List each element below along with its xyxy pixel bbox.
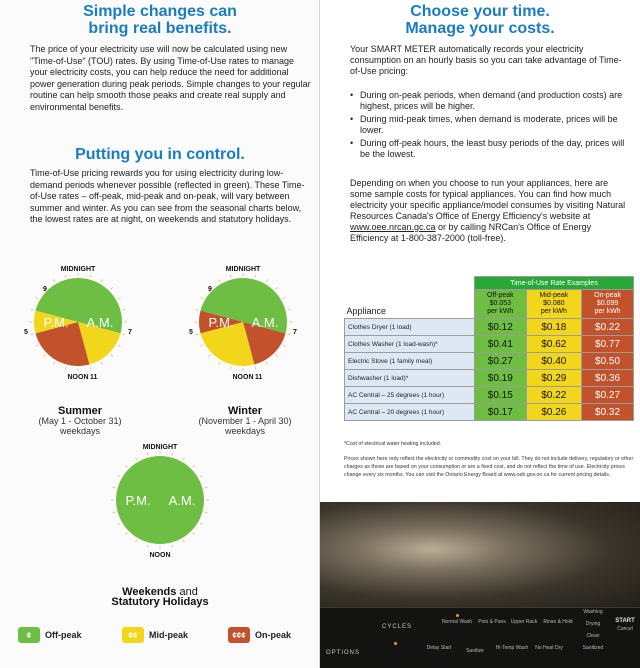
clock-tick	[147, 544, 148, 547]
clock-tick	[200, 523, 203, 525]
clock-tick	[111, 355, 113, 357]
clock-tick	[208, 355, 210, 357]
clock-tick	[125, 533, 127, 535]
summer-clock	[14, 262, 142, 381]
washing-status: Washing	[583, 609, 603, 615]
off-peak-cell: $0.17	[475, 404, 527, 421]
hour-11-label: 11	[90, 374, 98, 381]
mid-peak-header	[526, 290, 581, 319]
choose-your-time-heading	[320, 4, 640, 38]
clock-tick	[101, 362, 103, 365]
clock-tick	[125, 465, 127, 467]
winter-clock	[179, 262, 307, 381]
clock-tick	[204, 512, 207, 513]
weekend-title-and: and	[179, 586, 198, 598]
appliance-header: Appliance	[345, 290, 475, 319]
clock-tick	[193, 465, 195, 467]
winter-title: Winter	[227, 405, 263, 417]
clock-tick	[283, 345, 286, 347]
normal-wash-indicator	[456, 614, 459, 617]
mid-peak-header-unit: per kWh	[540, 308, 567, 315]
delay-start-button[interactable]: Delay Start	[426, 645, 452, 651]
clock-tick	[43, 355, 45, 357]
mid-peak-cell: $0.29	[526, 370, 581, 387]
choose-heading-line-2: Manage your costs.	[405, 19, 555, 37]
off-peak-header	[475, 290, 527, 319]
panel-options-label: OPTIONS	[326, 650, 361, 656]
rate-legend	[18, 627, 318, 647]
putting-in-control-heading: Putting you in control.	[75, 146, 245, 163]
table-row	[345, 336, 634, 353]
on-peak-header-unit: per kWh	[594, 308, 621, 315]
appliance-cell: Electric Stove (1 family meal)	[345, 353, 475, 370]
mid-peak-cell: $0.26	[526, 404, 581, 421]
panel-cycles-label: CYCLES	[382, 624, 413, 630]
oee-link[interactable]: www.oee.nrcan.gc.ca	[350, 222, 436, 232]
clock-tick	[111, 287, 113, 289]
mid-peak-header-price: $0.080	[543, 300, 565, 307]
on-peak-cell: $0.27	[582, 387, 634, 404]
clock-tick	[266, 362, 268, 365]
simple-heading-line-2: bring real benefits.	[88, 19, 232, 37]
table-row	[345, 319, 634, 336]
off-peak-header-unit: per kWh	[487, 308, 514, 315]
off-peak-header-price: $0.053	[489, 300, 512, 307]
clock-tick	[230, 275, 231, 278]
pm-label: P.M.	[208, 315, 234, 330]
bullet-mid-peak: • During mid-peak times, when demand is moderate, prices will be lower.	[350, 114, 632, 136]
clock-tick	[219, 362, 221, 365]
bullet-off-peak: • During off-peak hours, the least busy periods of the day, prices will be the lowest.	[350, 138, 632, 160]
simple-changes-heading	[0, 4, 320, 38]
legend-off-peak	[18, 627, 82, 643]
mid-peak-label: Mid-peak	[149, 630, 189, 640]
clock-tick	[113, 487, 116, 488]
on-peak-header	[582, 290, 634, 319]
winter-weekdays: weekdays	[224, 426, 266, 436]
pm-label: P.M.	[125, 493, 151, 508]
summer-caption	[20, 406, 140, 436]
clock-tick	[36, 345, 39, 347]
noon-label: NOON	[149, 552, 171, 559]
clock-tick	[118, 298, 121, 300]
depending-paragraph	[350, 178, 630, 244]
clock-tick	[183, 540, 185, 543]
clock-tick	[193, 533, 195, 535]
off-peak-cell: $0.27	[475, 353, 527, 370]
putting-in-control-paragraph: Time-of-Use pricing rewards you for using electricity during low-demand periods whenever possible (reflected in green). These Time-of-Use rates – off-peak, mid-peak and on-peak, will vary between summer and winter. As you can see from the seasonal charts below, the lowest rates are at night, on weekends and statutory holidays.	[30, 168, 305, 224]
clock-tick	[172, 544, 173, 547]
table-row	[345, 353, 634, 370]
rate-examples-header: Time-of-Use Rate Examples	[475, 277, 634, 290]
hour-11-label: 11	[255, 374, 263, 381]
mid-peak-swatch: ¢¢	[122, 627, 144, 643]
hour-9-label: 9	[43, 286, 47, 293]
mid-peak-cell: $0.40	[526, 353, 581, 370]
clock-tick	[122, 309, 125, 310]
on-peak-header-price: $0.099	[596, 300, 619, 307]
clock-tick	[196, 334, 199, 335]
simple-changes-paragraph: The price of your electricity use will now be calculated using new "Time-of-Use" (TOU) rates. By using Time-of-Use rates to manage your electricity costs, you can help reduce the need for additional power generation during peak periods. Simple changes to your regular routine can help smooth those peaks and create real supply and environmental benefits.	[30, 44, 311, 112]
off-peak-cell: $0.12	[475, 319, 527, 336]
drying-status: Drying	[585, 621, 601, 627]
depending-text: Depending on when you choose to run your appliances, here are some sample costs for typical appliances. You can find how much electricity your specific appliance/model consumes by visiting Natural Resources Canada's Office of Energy Efficiency's website at	[350, 178, 626, 221]
off-peak-header-name: Off-peak	[486, 292, 514, 299]
smart-meter-intro: Your SMART METER automatically records your electricity consumption on an hourly basis so you can take advantage of Time-of-Use pricing:	[350, 44, 622, 76]
hour-5-label: 5	[189, 329, 193, 336]
dishwasher-control-panel	[320, 607, 640, 668]
rate-examples-table	[344, 276, 634, 421]
winter-dates: (November 1 - April 30)	[198, 416, 292, 426]
clock-tick	[136, 540, 138, 543]
on-peak-cell: $0.77	[582, 336, 634, 353]
simple-heading-line-1: Simple changes can	[83, 3, 237, 20]
dishwasher-rack-image	[320, 502, 640, 607]
appliance-cell: AC Central – 25 degrees (1 hour)	[345, 387, 475, 404]
midnight-label: MIDNIGHT	[60, 266, 96, 273]
pots-pans-button[interactable]: Pots & Pans	[478, 619, 506, 625]
cancel-button[interactable]: Cancel	[617, 626, 633, 632]
water-heating-note: *Cost of electrical water heating included.	[344, 441, 442, 447]
mid-peak-cell: $0.22	[526, 387, 581, 404]
clock-tick	[147, 453, 148, 456]
clock-tick	[196, 309, 199, 310]
summer-dates: (May 1 - October 31)	[38, 416, 122, 426]
appliance-cell: Clothes Dryer (1 load)	[345, 319, 475, 336]
rinse-hold-button[interactable]: Rinse & Hold	[543, 619, 573, 625]
hour-7-label: 7	[128, 329, 132, 336]
summer-weekdays: weekdays	[59, 426, 101, 436]
clock-tick	[118, 345, 121, 347]
on-peak-header-name: On-peak	[594, 292, 621, 299]
clock-tick	[54, 280, 56, 283]
on-peak-cell: $0.22	[582, 319, 634, 336]
table-corner	[345, 277, 475, 290]
weekend-title-word: Weekends	[122, 586, 177, 598]
on-peak-cell: $0.32	[582, 404, 634, 421]
clock-tick	[31, 309, 34, 310]
clean-status: Clean	[586, 633, 600, 639]
midnight-label: MIDNIGHT	[142, 444, 178, 451]
clock-tick	[200, 476, 203, 478]
appliance-cell: Clothes Washer (1 load-wash)*	[345, 336, 475, 353]
choose-heading-line-1: Choose your time.	[410, 3, 550, 20]
pm-label: P.M.	[43, 315, 69, 330]
clock-tick	[255, 275, 256, 278]
weekend-clock	[96, 440, 224, 559]
start-button[interactable]: START	[615, 618, 635, 624]
clock-tick	[283, 298, 286, 300]
dishwasher-photo	[320, 502, 640, 668]
clock-tick	[287, 309, 290, 310]
clock-tick	[204, 487, 207, 488]
appliance-cell: AC Central – 20 degrees (1 hour)	[345, 404, 475, 421]
clock-tick	[54, 362, 56, 365]
clock-tick	[230, 366, 231, 369]
off-peak-label: Off-peak	[45, 630, 82, 640]
hi-temp-wash-button[interactable]: Hi-Temp Wash	[495, 645, 529, 651]
clock-tick	[122, 334, 125, 335]
clock-tick	[113, 512, 116, 513]
legend-mid-peak	[122, 627, 188, 643]
clock-tick	[136, 458, 138, 461]
mid-peak-header-name: Mid-peak	[539, 292, 569, 299]
weekend-caption	[96, 587, 224, 607]
noon-label: NOON	[67, 374, 89, 381]
upper-rack-button[interactable]: Upper Rack	[510, 619, 538, 625]
table-row	[345, 370, 634, 387]
clock-tick	[201, 298, 204, 300]
clock-tick	[90, 275, 91, 278]
am-label: A.M.	[168, 493, 196, 508]
mid-peak-cell: $0.62	[526, 336, 581, 353]
clock-tick	[201, 345, 204, 347]
hour-9-label: 9	[208, 286, 212, 293]
clock-tick	[219, 280, 221, 283]
clock-tick	[172, 453, 173, 456]
pricing-disclaimer: Prices shown here only reflect the electricity or commodity cost on your bill. They do not include delivery, regulatory or other charges as those are based on your consumption or are a fixed cost, and do not reflect the time of use. Electricity prices change every six months. You can visit the Ontario Energy Board at www.oeb.gov.on.ca for current pricing details.	[344, 456, 634, 478]
clock-tick	[118, 476, 121, 478]
winter-caption	[183, 406, 307, 436]
normal-wash-button[interactable]: Normal Wash	[441, 619, 473, 625]
clock-tick	[287, 334, 290, 335]
sanitize-button[interactable]: Sanitize	[466, 648, 484, 654]
am-label: A.M.	[86, 315, 114, 330]
clock-tick	[101, 280, 103, 283]
mid-peak-cell: $0.18	[526, 319, 581, 336]
weekend-holidays: Statutory Holidays	[111, 596, 209, 608]
am-label: A.M.	[251, 315, 279, 330]
delay-start-indicator	[394, 642, 397, 645]
on-peak-swatch: ¢¢¢	[228, 627, 250, 643]
noon-label: NOON	[232, 374, 254, 381]
pricing-bullets	[350, 90, 632, 162]
table-row	[345, 387, 634, 404]
no-heat-dry-button[interactable]: No Heat Dry	[535, 645, 563, 651]
midnight-label: MIDNIGHT	[225, 266, 261, 273]
depending-text-end: or by calling NRCan's Office of Energy Efficiency at 1-800-387-2000 (toll-free).	[350, 222, 592, 243]
clock-tick	[31, 334, 34, 335]
bullet-on-peak: • During on-peak periods, when demand (and production costs) are highest, prices will be higher.	[350, 90, 632, 112]
table-row	[345, 404, 634, 421]
clock-tick	[255, 366, 256, 369]
on-peak-cell: $0.50	[582, 353, 634, 370]
on-peak-label: On-peak	[255, 630, 292, 640]
clock-tick	[36, 298, 39, 300]
hour-5-label: 5	[24, 329, 28, 336]
clock-tick	[118, 523, 121, 525]
hour-7-label: 7	[293, 329, 297, 336]
clock-tick	[90, 366, 91, 369]
summer-title: Summer	[57, 405, 103, 417]
clock-tick	[266, 280, 268, 283]
clock-tick	[65, 366, 66, 369]
clock-tick	[276, 287, 278, 289]
appliance-cell: Dishwasher (1 load)*	[345, 370, 475, 387]
clock-tick	[183, 458, 185, 461]
clock-tick	[276, 355, 278, 357]
off-peak-swatch: ¢	[18, 627, 40, 643]
off-peak-cell: $0.19	[475, 370, 527, 387]
on-peak-cell: $0.36	[582, 370, 634, 387]
off-peak-cell: $0.15	[475, 387, 527, 404]
legend-on-peak	[228, 627, 291, 643]
clock-tick	[65, 275, 66, 278]
sanitized-status: Sanitized	[582, 645, 604, 651]
off-peak-cell: $0.41	[475, 336, 527, 353]
